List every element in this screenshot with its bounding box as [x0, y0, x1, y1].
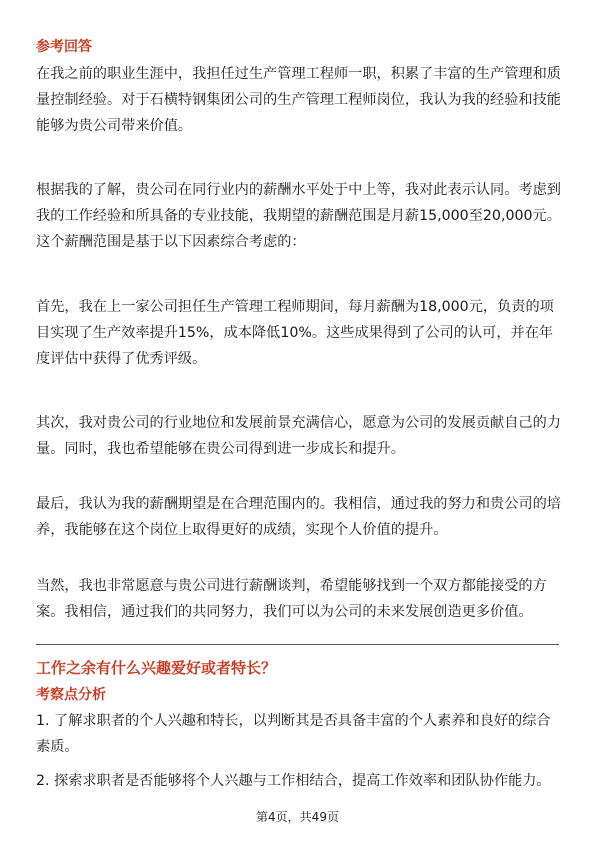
analysis-label: 考察点分析: [36, 687, 106, 703]
answer-paragraph-5: 最后，我认为我的薪酬期望是在合理范围内的。我相信，通过我的努力和贵公司的培养，我能够在这个岗位上取得更好的成绩，实现个人价值的提升。: [36, 496, 561, 538]
page-number: 第4页，共49页: [256, 810, 339, 824]
analysis-point-2: 2. 探索求职者是否能够将个人兴趣与工作相结合，提高工作效率和团队协作能力。: [36, 773, 551, 789]
analysis-point-1: 1. 了解求职者的个人兴趣和特长，以判断其是否具备丰富的个人素养和良好的综合素质。: [36, 713, 551, 755]
reference-answer-label: 参考回答: [36, 39, 92, 55]
answer-paragraph-3: 首先，我在上一家公司担任生产管理工程师期间，每月薪酬为18,000元，负责的项目实现了生产效率提升15%，成本降低10%。这些成果得到了公司的认可，并在年度评估中获得了优秀评级。: [36, 299, 554, 367]
answer-paragraph-2: 根据我的了解，贵公司在同行业内的薪酬水平处于中上等，我对此表示认同。考虑到我的工作经验和所具备的专业技能，我期望的薪酬范围是月薪15,000至20,000元。这个薪酬范围是基于以下因素综合考虑的：: [36, 182, 561, 250]
answer-paragraph-1: 在我之前的职业生涯中，我担任过生产管理工程师一职，积累了丰富的生产管理和质量控制经验。对于石横特钢集团公司的生产管理工程师岗位，我认为我的经验和技能能够为贵公司带来价值。: [36, 66, 561, 134]
answer-paragraph-4: 其次，我对贵公司的行业地位和发展前景充满信心，愿意为公司的发展贡献自己的力量。同时，我也希望能够在贵公司得到进一步成长和提升。: [36, 415, 561, 457]
question-title: 工作之余有什么兴趣爱好或者特长？: [36, 659, 277, 677]
section-divider: [36, 644, 559, 645]
answer-paragraph-6: 当然，我也非常愿意与贵公司进行薪酬谈判，希望能够找到一个双方都能接受的方案。我相信，通过我们的共同努力，我们可以为公司的未来发展创造更多价值。: [36, 578, 547, 620]
